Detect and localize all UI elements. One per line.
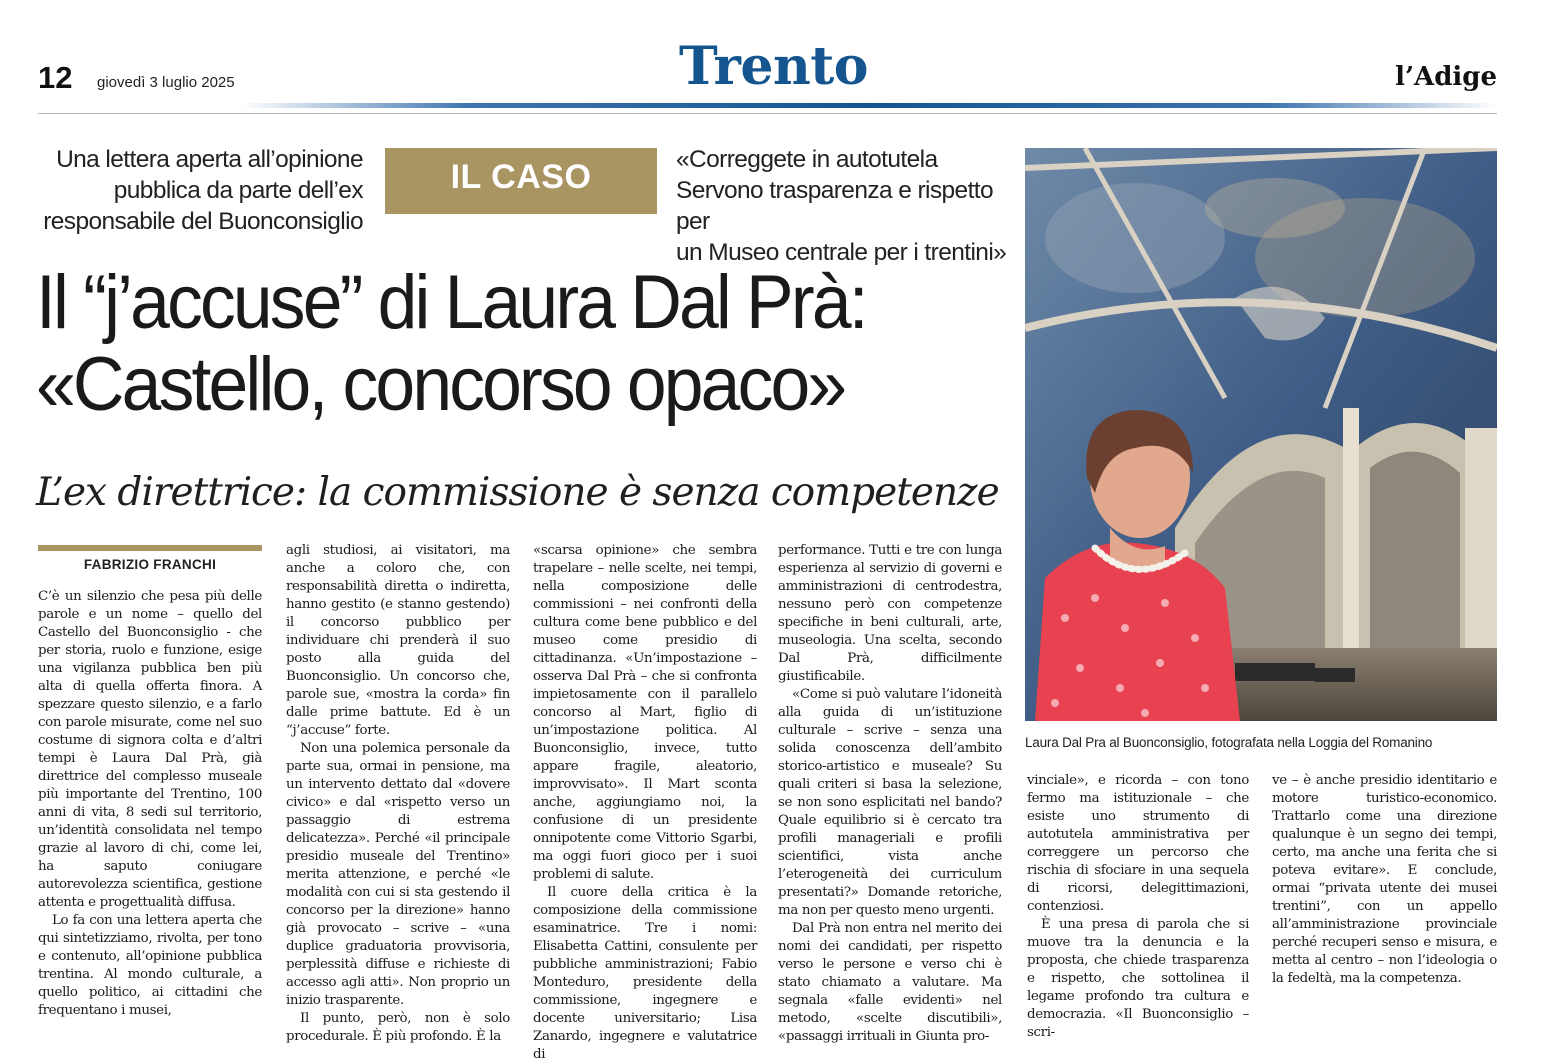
kicker-left-line: responsabile del Buonconsiglio (43, 208, 363, 235)
article-photo (1025, 148, 1497, 721)
paragraph: agli studiosi, ai visitatori, ma anche a coloro che, con responsabilità diretta o indiretta, hanno gestito (e stanno gestendo) il concorso pubblico per individuare chi prenderà il suo posto alla guida del Buonconsiglio. Un concorso che, parole sue, «mostra la corda» fin dalle prime battute. Ed è un “j’accuse” forte. (286, 543, 510, 738)
paragraph: È una presa di parola che si muove tra la denuncia e la proposta, che chiede trasparenza e rispetto, che sottolinea il legame profondo tra cultura e democrazia. «Il Buonconsiglio – scri- (1027, 917, 1249, 1040)
case-badge-label: IL CASO (450, 158, 592, 196)
article-column-4 (778, 542, 1002, 1046)
kicker-right-line: «Correggete in autotutela (676, 146, 938, 173)
photo-caption: Laura Dal Pra al Buonconsiglio, fotografata nella Loggia del Romanino (1025, 735, 1433, 750)
paragraph: performance. Tutti e tre con lunga esperienza al servizio di governi e amministrazioni di centrodestra, nessuno però con competenze specifiche in beni culturali, arte, museologia. Una scelta, secondo Dal Prà, difficilmente giustificabile. (778, 543, 1002, 684)
kicker-right-line: un Museo centrale per i trentini» (676, 239, 1007, 266)
article-column-1 (38, 588, 262, 1020)
article-column-2 (286, 542, 510, 1046)
issue-date: giovedì 3 luglio 2025 (97, 74, 235, 91)
article-column-3 (533, 542, 757, 1064)
headline-line: Il “j’accuse” di Laura Dal Prà: (36, 260, 866, 345)
header-rule (242, 103, 1497, 108)
kicker-right-line: Servono trasparenza e rispetto per (676, 177, 994, 235)
paragraph: ve – è anche presidio identitario e motore turistico-economico. Trattarlo come una direzione qualunque è un segno dei tempi, certo, ma anche una ferita che si poteva evitare». E conclude, ormai “privata utente dei musei trentini”, con un appello all’amministrazione provinciale perché recuperi senso e misura, e metta al centro – non l’ideologia o la fedeltà, ma la competenza. (1272, 773, 1497, 986)
kicker-left (38, 144, 363, 237)
newspaper-name: l’Adige (1395, 62, 1497, 92)
byline-bar (38, 545, 262, 551)
paragraph: C’è un silenzio che pesa più delle parole e un nome – quello del Castello del Buonconsiglio - che per storia, ruolo e funzione, esige una vigilanza pubblica ben più alta di quella offerta finora. A spezzare questo silenzio, e a farlo con parole misurate, come nel suo costume di signora colta e d’altri tempi è Laura Dal Prà, già direttrice del complesso museale più importante del Trentino, 100 anni di vita, 8 sedi sul territorio, un’identità consolidata nel tempo grazie al lavoro di chi, come lei, ha saputo coniugare autorevolezza scientifica, gestione attenta e progettualità diffusa. (38, 589, 262, 910)
kicker-left-line: pubblica da parte dell’ex (113, 177, 363, 204)
paragraph: Il punto, però, non è solo procedurale. È più profondo. È la (286, 1011, 510, 1044)
headline (36, 262, 957, 426)
headline-line: «Castello, concorso opaco» (36, 342, 845, 427)
article-column-5 (1027, 772, 1249, 1042)
paragraph: Lo fa con una lettera aperta che qui sintetizziamo, rivolta, per tono e contenuto, all’opinione pubblica trentina. Al mondo culturale, a quello politico, ai cittadini che frequentano i musei, (38, 913, 262, 1018)
paragraph: vinciale», e ricorda – con tono fermo ma istituzionale – che esiste uno strumento di autotutela amministrativa per correggere un percorso che rischia di sfociare in una sequela di ricorsi, delegittimazioni, contenziosi. (1027, 773, 1249, 914)
paragraph: «scarsa opinione» che sembra trapelare – nelle scelte, nei tempi, nella composizione delle commissioni – nei confronti della cultura come bene pubblico e del museo come presidio di cittadinanza. «Un’impostazione – osserva Dal Prà – che si confronta impietosamente con il parallelo concorso al Mart, figlio di un’impostazione politica. Al Buonconsiglio, invece, tutto appare fragile, aleatorio, improvvisato». Il Mart sconta anche, aggiungiamo noi, la confusione di un presidente onnipotente come Vittorio Sgarbi, ma oggi fuori gioco per i suoi problemi di salute. (533, 543, 757, 882)
photo-illustration (1025, 148, 1497, 721)
header-divider (38, 113, 1497, 114)
subheadline: L’ex direttrice: la commissione è senza competenze (36, 470, 999, 515)
kicker-left-line: Una lettera aperta all’opinione (56, 146, 363, 173)
article-column-6 (1272, 772, 1497, 988)
paragraph: Non una polemica personale da parte sua, ormai in pensione, ma un intervento dettato dal «dovere civico» e dal «rispetto verso un passaggio di estrema delicatezza». Perché «il principale presidio museale del Trentino» merita attenzione, e perché «le modalità con cui si sta gestendo il concorso per la direzione» hanno già provocato – scrive – «una duplice graduatoria provvisoria, perplessità diffuse e richieste di accesso agli atti». Non proprio un inizio trasparente. (286, 741, 510, 1008)
kicker-right (676, 144, 1016, 268)
byline: FABRIZIO FRANCHI (83, 557, 217, 572)
paragraph: Il cuore della critica è la composizione della commissione esaminatrice. Tre i nomi: Elisabetta Cattini, consulente per pubbliche amministrazioni; Fabio Monteduro, presidente della commissione, ingegnere e docente universitario; Lisa Zanardo, ingegnere e valutatrice di (533, 885, 757, 1062)
section-title: Trento (679, 36, 868, 97)
paragraph: Dal Prà non entra nel merito dei nomi dei candidati, per rispetto verso le persone e verso chi è stato chiamato a valutare. Ma segnala «falle evidenti» nel metodo, «scelte discutibili», «passaggi irrituali in Giunta pro- (778, 921, 1002, 1044)
paragraph: «Come si può valutare l’idoneità alla guida di un’istituzione culturale – scrive – senza una solida conoscenza dell’ambito storico-artistico e museale? Su quali criteri si basa la selezione, se non sono esplicitati nel bando? Quale equilibrio si è cercato tra profili manageriali e profili scientifici, vista anche l’eterogeneità dei curriculum presentati?» Domande retoriche, ma non per questo meno urgenti. (778, 687, 1002, 918)
page-number: 12 (38, 60, 73, 95)
